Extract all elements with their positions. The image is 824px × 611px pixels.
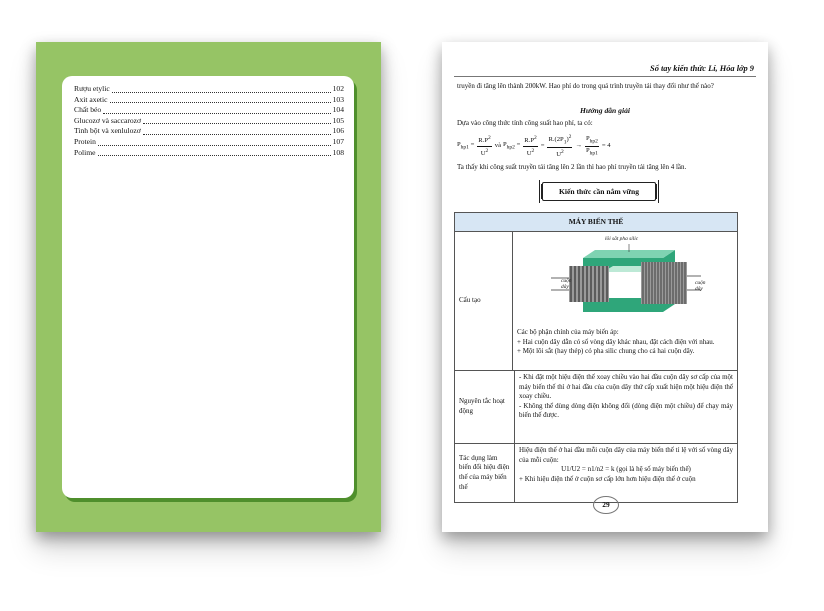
structure-line: + Một lõi sắt (hay thép) có pha silic chung cho cả hai cuộn dây. (517, 347, 695, 356)
right-page (442, 42, 768, 532)
transformer-table (454, 212, 738, 503)
left-page (36, 42, 381, 532)
principle-line: - Khi đặt một hiệu điện thế xoay chiều vào hai đầu cuộn dây sơ cấp của một máy biến thế thì ở hai đầu của cuộn dây thứ cấp xuất hiện một hiệu điện thế xoay chiều. (519, 373, 733, 401)
table-row (454, 371, 738, 444)
running-header: Sổ tay kiến thức Lí, Hóa lớp 9 (650, 64, 754, 73)
coil-label-right: cuộn dây (695, 280, 706, 292)
table-row (454, 444, 738, 503)
toc-entry: Protein 107 (74, 136, 344, 146)
toc-entry: Rượu etylic 102 (74, 84, 344, 93)
row-label: Tác dụng làm biến đổi hiệu điện thế của máy biến thế (455, 444, 515, 502)
core-label: lõi sắt pha silic (605, 236, 639, 242)
toc-list (74, 84, 344, 158)
coil-right (641, 262, 687, 304)
transformer-diagram (517, 234, 733, 328)
section-box-title: Kiến thức cần nắm vững (542, 182, 656, 201)
table-of-contents (62, 76, 354, 498)
toc-entry: Polime 108 (74, 147, 344, 157)
structure-line: Các bộ phận chính của máy biến áp: (517, 328, 619, 336)
principle-line: - Không thể dùng dòng điện không đổi (dòng điện một chiều) để chạy máy biến thế được. (519, 401, 733, 420)
header-divider (454, 76, 756, 77)
power-loss-formula: $P_{hp1}$ = $\frac{R.P^2}{U^2}$ và $P_{hp2}$ = $\frac{R.P^2}{U^2}$ = $\frac{R.(2P_1)^2}{U^2}$ → $\frac{P_{hp2}}{P_{hp1}}$ = 4 (457, 134, 611, 158)
row-label: Nguyên tắc hoạt động (455, 371, 515, 443)
structure-line: + Hai cuộn dây dẫn có số vòng dây khác nhau, đặt cách điện với nhau. (517, 337, 715, 346)
toc-entry: Chất béo 104 (74, 105, 344, 115)
effect-line: Hiệu điện thế ở hai đầu mỗi cuộn dây của máy biến thế tỉ lệ với số vòng dây của mỗi cuộn: (519, 446, 733, 464)
conclusion-text: Ta thấy khi công suất truyền tải tăng lên 2 lần thì hao phí truyền tải tăng lên 4 lần. (457, 163, 687, 171)
solution-text: Dựa vào công thức tính công suất hao phí, ta có: (457, 119, 593, 127)
solution-title: Hướng dẫn giải (580, 106, 630, 115)
table-row (454, 232, 738, 371)
intro-text: truyền đi tăng lên thành 200kW. Hao phí do trong quá trình truyền tải thay đổi như thế nào? (457, 82, 714, 90)
coil-label-left: cuộn dây (561, 278, 572, 290)
effect-line: + Khi hiệu điện thế ở cuộn sơ cấp lớn hơn hiệu điện thế ở cuộn (519, 474, 696, 483)
toc-entry: Tinh bột và xenlulozơ 106 (74, 126, 344, 136)
row-label: Cấu tạo (455, 232, 513, 370)
toc-entry: Glucozơ và saccarozơ 105 (74, 115, 344, 125)
toc-entry: Axit axetic 103 (74, 94, 344, 104)
table-header: MÁY BIẾN THẾ (454, 212, 738, 232)
page-number: 29 (593, 496, 619, 514)
effect-formula: U1/U2 = n1/n2 = k (gọi là hệ số máy biến thế) (561, 465, 691, 474)
